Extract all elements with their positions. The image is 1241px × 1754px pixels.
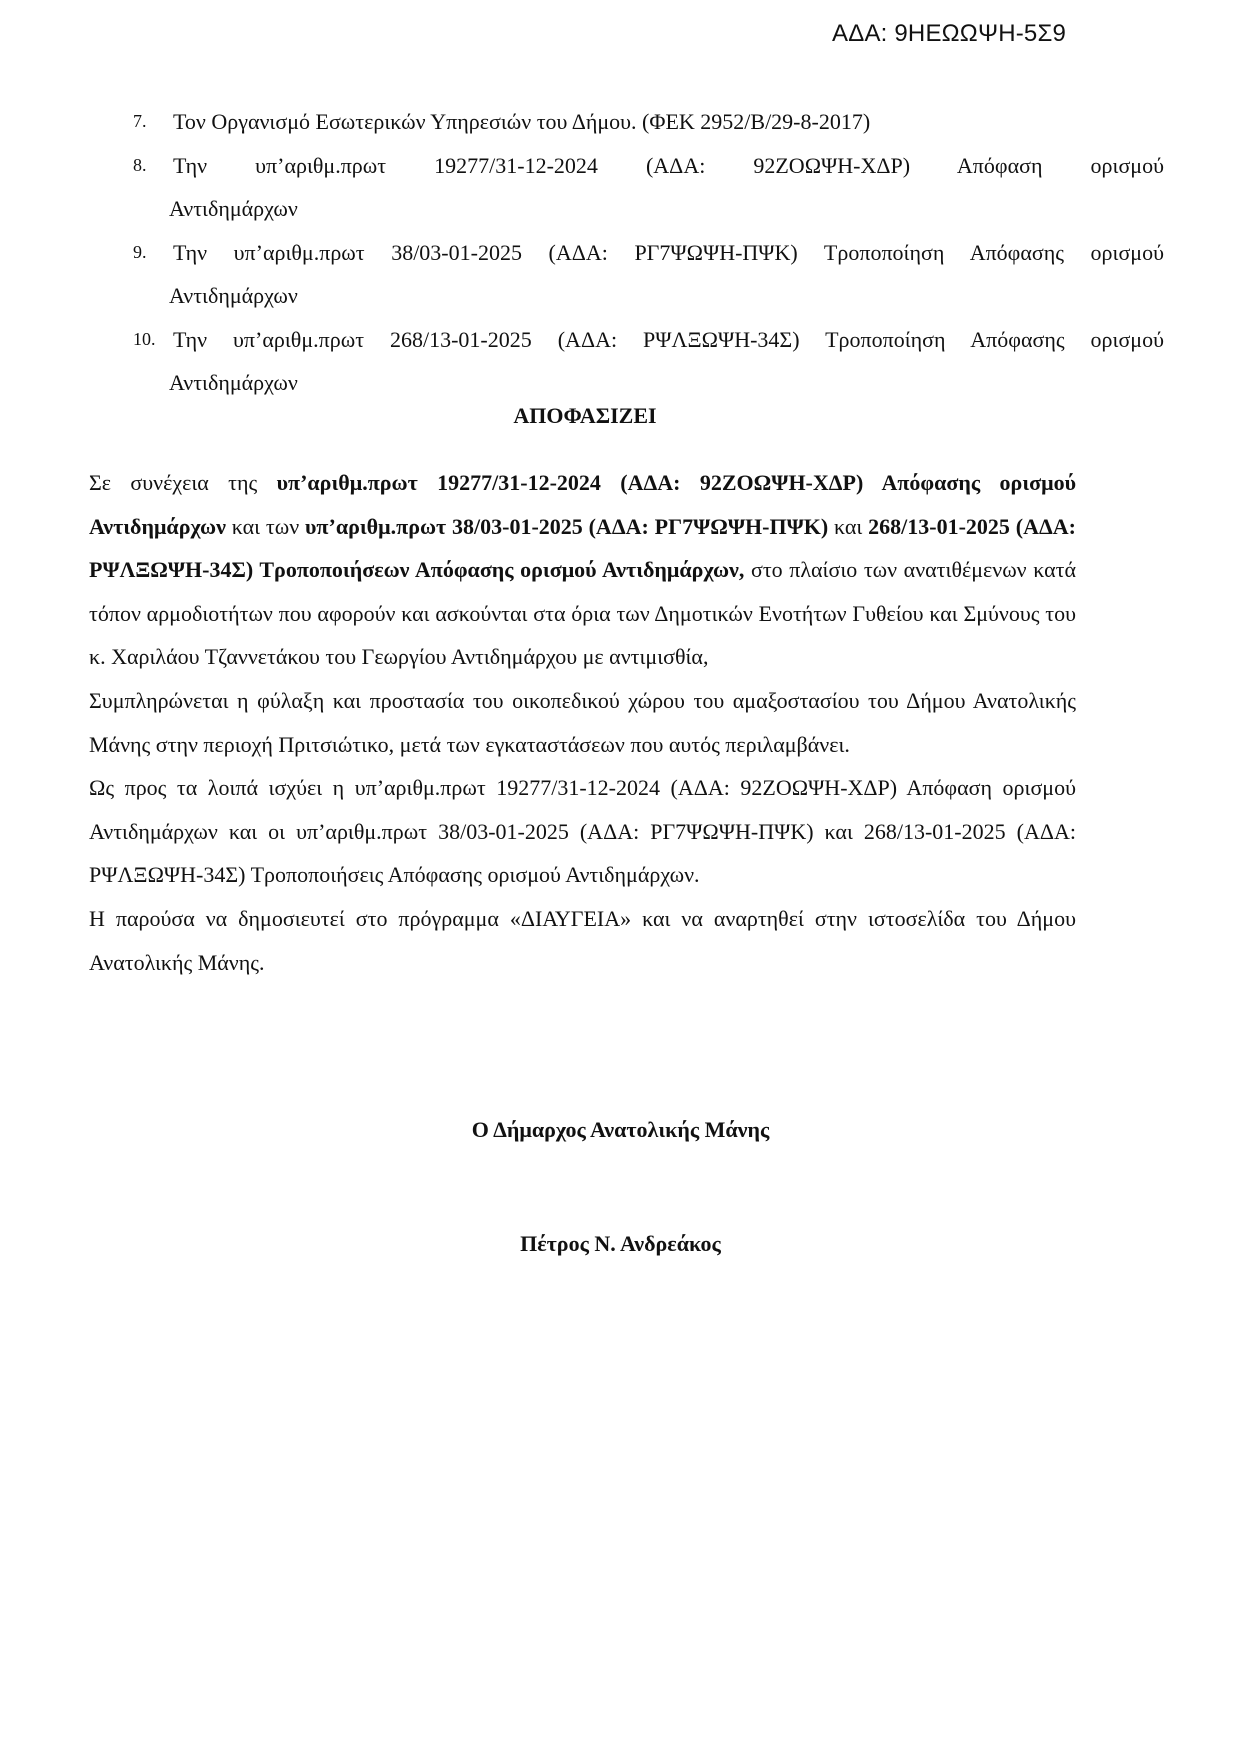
decision-paragraph-2: Συμπληρώνεται η φύλαξη και προστασία του οικοπεδικού χώρου του αμαξοστασίου του Δήμου Ανατολικής Μάνης στην περιοχή Πριτσιώτικο, μετά των εγκαταστάσεων που αυτός περιλαμβάνει. (89, 687, 1076, 757)
text-run: και των (225, 513, 306, 539)
list-item-number: 10. (133, 328, 156, 349)
decision-heading: ΑΠΟΦΑΣΙΖΕΙ (513, 403, 657, 428)
list-item-continuation: Αντιδημάρχων (169, 196, 298, 221)
list-item-text: Τον Οργανισμό Εσωτερικών Υπηρεσιών του Δήμου. (ΦΕΚ 2952/Β/29-8-2017) (173, 109, 871, 134)
list-item-number: 8. (133, 154, 147, 175)
list-item-text: Την υπ’αριθμ.πρωτ 19277/31-12-2024 (ΑΔΑ: 92ΖΟΩΨΗ-ΧΔΡ) Απόφαση ορισμού (173, 152, 1164, 178)
bold-run: 268/13-01-2025 (ΑΔΑ: ΡΨΛΞΩΨΗ-34Σ) Τροποποιήσεων Απόφασης ορισμού Αντιδημάρχων, (89, 513, 1076, 583)
considerations-list (133, 100, 1164, 405)
text-run: στο πλαίσιο των ανατιθέμενων κατά τόπον αρμοδιοτήτων που αφορούν και ασκούνται στα όρια των Δημοτικών Ενοτήτων Γυθείου και Σμύνους του κ. Χαριλάου Τζαννετάκου του Γεωργίου Αντιδημάρχου με αντιμισθία, (89, 557, 1076, 670)
list-item (133, 144, 1164, 231)
list-item-continuation: Αντιδημάρχων (169, 283, 298, 308)
decision-paragraph-4: Η παρούσα να δημοσιευτεί στο πρόγραμμα «ΔΙΑΥΓΕΙΑ» και να αναρτηθεί στην ιστοσελίδα του Δήμου Ανατολικής Μάνης. (89, 905, 1076, 975)
list-item (133, 318, 1164, 405)
list-item-number: 9. (133, 241, 147, 262)
signatory-name: Πέτρος Ν. Ανδρεάκος (520, 1231, 721, 1256)
list-item (133, 100, 1164, 144)
signatory-title: Ο Δήμαρχος Ανατολικής Μάνης (471, 1117, 770, 1142)
bold-run: υπ’αριθμ.πρωτ 19277/31-12-2024 (ΑΔΑ: 92ΖΟΩΨΗ-ΧΔΡ) Απόφασης ορισμού Αντιδημάρχων (89, 470, 1076, 539)
list-item (133, 231, 1164, 318)
bold-run: υπ’αριθμ.πρωτ 38/03-01-2025 (ΑΔΑ: ΡΓ7ΨΩΨΗ-ΠΨΚ) (305, 513, 829, 539)
text-run: και (828, 513, 869, 539)
list-item-number: 7. (133, 111, 147, 131)
decision-paragraph-3: Ως προς τα λοιπά ισχύει η υπ’αριθμ.πρωτ 19277/31-12-2024 (ΑΔΑ: 92ΖΟΩΨΗ-ΧΔΡ) Απόφαση ορισμού Αντιδημάρχων και οι υπ’αριθμ.πρωτ 38/03-01-2025 (ΑΔΑ: ΡΓ7ΨΩΨΗ-ΠΨΚ) και 268/13-01-2025 (ΑΔΑ: ΡΨΛΞΩΨΗ-34Σ) Τροποποιήσεις Απόφασης ορισμού Αντιδημάρχων. (89, 775, 1076, 888)
list-item-text: Την υπ’αριθμ.πρωτ 38/03-01-2025 (ΑΔΑ: ΡΓ7ΨΩΨΗ-ΠΨΚ) Τροποποίηση Απόφασης ορισμού (173, 239, 1164, 265)
ada-code: ΑΔΑ: 9ΗΕΩΩΨΗ-5Σ9 (832, 20, 1067, 47)
decision-body (89, 461, 1076, 984)
list-item-text: Την υπ’αριθμ.πρωτ 268/13-01-2025 (ΑΔΑ: ΡΨΛΞΩΨΗ-34Σ) Τροποποίηση Απόφασης ορισμού (173, 326, 1164, 352)
decision-paragraph-1 (89, 461, 1076, 679)
text-run: Σε συνέχεια της (89, 470, 277, 495)
list-item-continuation: Αντιδημάρχων (169, 370, 298, 395)
